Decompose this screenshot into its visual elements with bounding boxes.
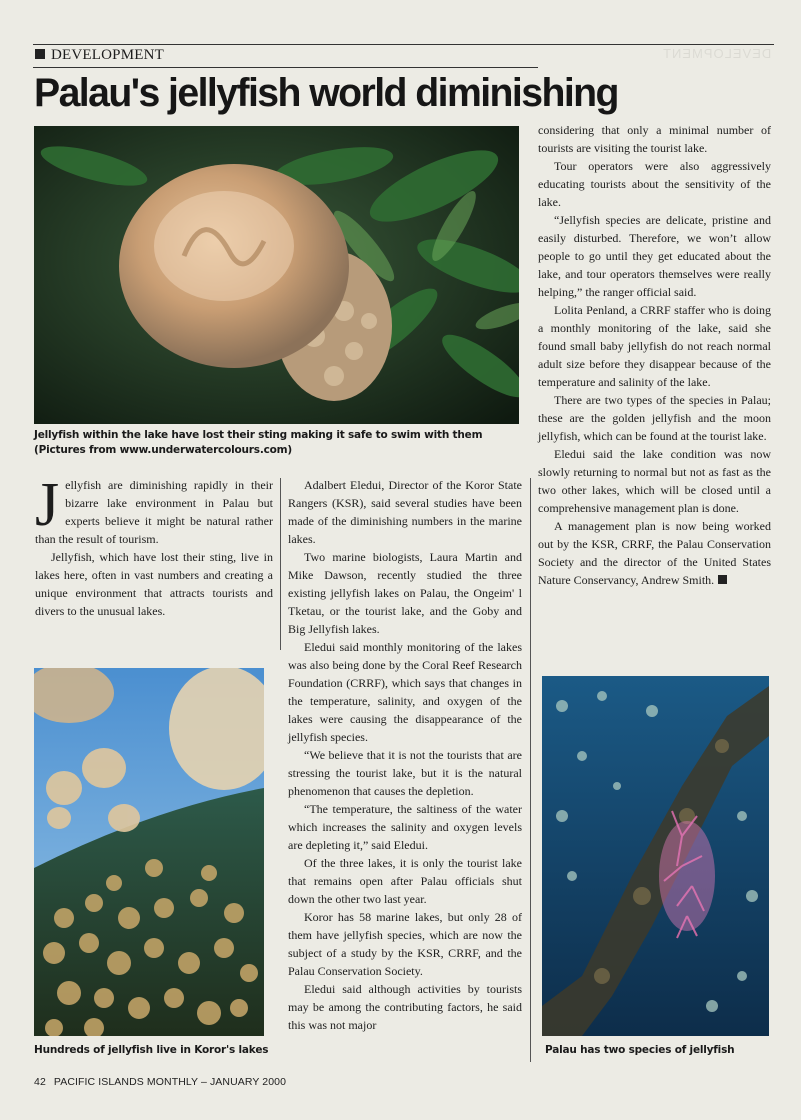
article-paragraph: Tour operators were also aggressively educating tourists about the sensitivity of the lake. bbox=[538, 159, 771, 209]
publication-line: PACIFIC ISLANDS MONTHLY – JANUARY 2000 bbox=[53, 1076, 287, 1088]
article-paragraph: Jellyfish, which have lost their sting, live in lakes here, often in vast numbers and creating a unique environment that attracts tourists and divers to the unusual lakes. bbox=[35, 550, 273, 618]
drop-cap: J bbox=[35, 471, 60, 539]
article-paragraph: Lolita Penland, a CRRF staffer who is doing a monthly monitoring of the lake, said she found small baby jellyfish do not reach normal adult size before they disappear because of the temperature and salinity of the lake. bbox=[538, 303, 771, 389]
article-column-3 bbox=[538, 121, 771, 589]
caption-coral-photo: Palau has two species of jellyfish bbox=[545, 1044, 735, 1056]
article-paragraph: Eledui said the lake condition was now slowly returning to normal but not as fast as the two other lakes, which will be closed until a comprehensive management plan is done. bbox=[538, 447, 771, 515]
headline: Palau's jellyfish world diminishing bbox=[34, 71, 618, 115]
article-paragraph: considering that only a minimal number of tourists are visiting the tourist lake. bbox=[538, 123, 771, 155]
article-paragraph: Koror has 58 marine lakes, but only 28 of them have jellyfish species, which are now the subject of a study by the KSR, CRRF, and the Palau Conservation Society. bbox=[288, 910, 522, 978]
article-paragraph: Two marine biologists, Laura Martin and Mike Dawson, recently studied the three existing jellyfish lakes on Palau, the Ongeim' l Tketau, or the tourist lake, and the Goby and Big Jellyfish lakes. bbox=[288, 550, 522, 636]
article-paragraph: “We believe that it is not the tourists that are stressing the tourist lake, but it is the natural phenomenon that causes the depletion. bbox=[288, 748, 522, 798]
photo-jellyfish-coral bbox=[542, 676, 769, 1036]
article-paragraph-last bbox=[538, 517, 771, 589]
page-footer bbox=[34, 1076, 286, 1088]
square-bullet-icon bbox=[35, 49, 45, 59]
photo-jellyfish-leaves bbox=[34, 126, 519, 424]
header-rule bbox=[33, 44, 774, 45]
article-paragraph: Adalbert Eledui, Director of the Koror State Rangers (KSR), said several studies have been made of the diminishing numbers in the marine lakes. bbox=[288, 478, 522, 546]
caption-main-photo: Jellyfish within the lake have lost their sting making it safe to swim with them (Pictures from www.underwatercolours.com) bbox=[34, 429, 483, 456]
article-paragraph: “Jellyfish species are delicate, pristine and easily disturbed. Therefore, we won’t allow people to go until they get educated about the lake, and tour operators themselves were really helping,” the ranger official said. bbox=[538, 213, 771, 299]
article-paragraph: Of the three lakes, it is only the tourist lake that remains open after Palau officials shut down the other two last year. bbox=[288, 856, 522, 906]
article-paragraph: Eledui said although activities by tourists may be among the contributing factors, he said this was not major bbox=[288, 982, 522, 1032]
article-column-1 bbox=[35, 471, 273, 620]
show-through-text: DEVELOPMENT bbox=[661, 46, 771, 61]
article-paragraph: “The temperature, the saltiness of the water which increases the salinity and oxygen levels are depleting it,” said Eledui. bbox=[288, 802, 522, 852]
section-tag bbox=[35, 47, 164, 64]
end-mark-icon bbox=[718, 575, 727, 584]
lead-text: ellyfish are diminishing rapidly in their bizarre lake environment in Palau but experts believe it might be natural rather than the result of tourism. bbox=[35, 478, 273, 546]
article-lead-paragraph bbox=[35, 471, 273, 548]
article-column-2 bbox=[288, 476, 522, 1034]
article-paragraph: Eledui said monthly monitoring of the lakes was also being done by the Coral Reef Research Foundation (CRRF), which says that changes in the temperature, salinity, and oxygen of the lakes were causing the disappearance of the jellyfish species. bbox=[288, 640, 522, 744]
column-divider bbox=[280, 478, 281, 650]
page-number: 42 bbox=[34, 1076, 46, 1088]
article-paragraph: There are two types of the species in Palau; these are the golden jellyfish and the moon jellyfish, which can be found at the tourist lake. bbox=[538, 393, 771, 443]
photo-jellyfish-lake bbox=[34, 668, 264, 1036]
section-rule bbox=[33, 67, 538, 68]
last-paragraph-text: A management plan is now being worked out by the KSR, CRRF, the Palau Conservation Society and the director of the United States Nature Conservancy, Andrew Smith. bbox=[538, 519, 771, 587]
column-divider bbox=[530, 478, 531, 1062]
section-tag-label: DEVELOPMENT bbox=[51, 47, 165, 63]
caption-lake-photo: Hundreds of jellyfish live in Koror's lakes bbox=[34, 1044, 269, 1056]
